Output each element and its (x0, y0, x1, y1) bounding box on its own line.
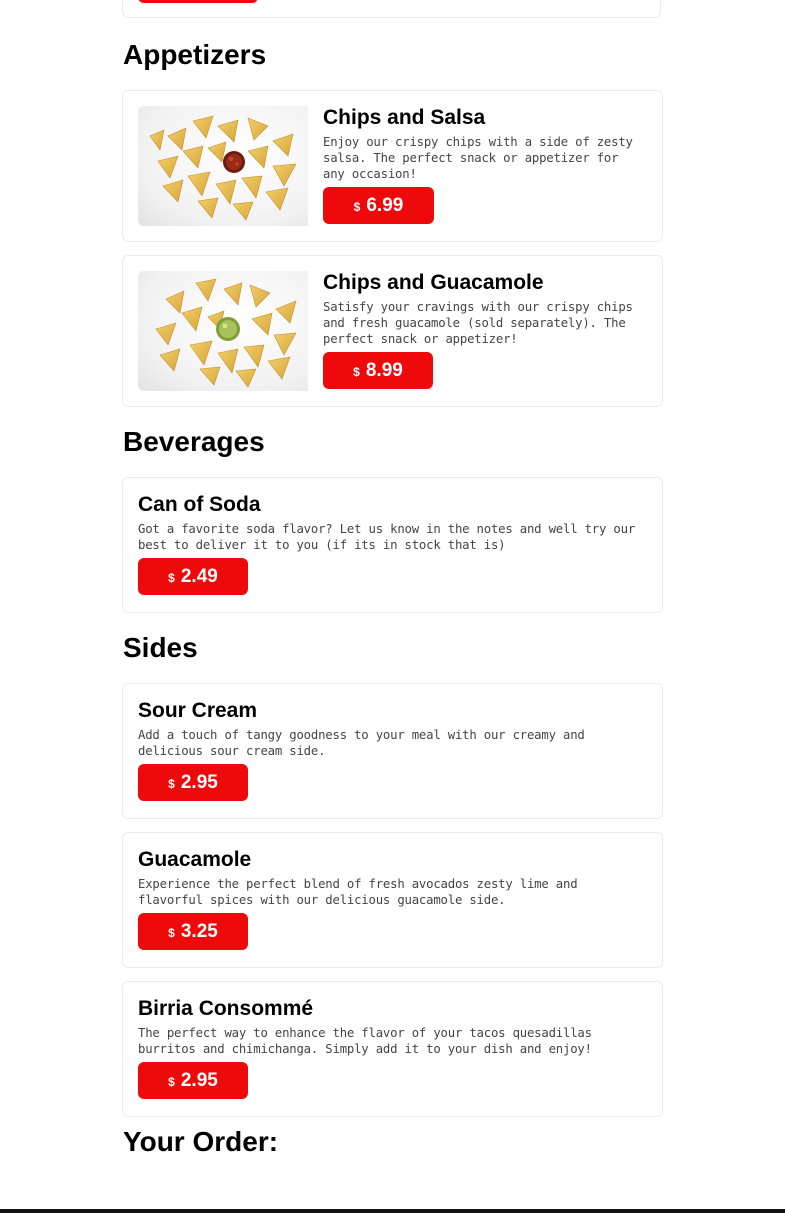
add-to-order-button[interactable] (138, 558, 248, 595)
menu-item-card[interactable] (122, 683, 663, 819)
item-name: Sour Cream (138, 699, 258, 722)
currency-symbol: $ (353, 200, 361, 214)
item-description: Satisfy your cravings with our crispy chips and fresh guacamole (sold separately). The perfect snack or appetizer! (323, 300, 633, 346)
add-to-order-button[interactable] (138, 764, 248, 801)
currency-symbol: $ (168, 926, 175, 940)
item-name: Can of Soda (138, 493, 261, 516)
menu-item-card[interactable] (122, 832, 663, 968)
item-price: 2.95 (180, 771, 218, 793)
item-description: Got a favorite soda flavor? Let us know in the notes and well try our best to deliver it to you (if its in stock that is) (138, 522, 636, 552)
item-price: 3.25 (180, 920, 218, 942)
item-description: Experience the perfect blend of fresh avocados zesty lime and flavorful spices with our delicious guacamole side. (138, 877, 578, 907)
item-name: Guacamole (138, 848, 252, 871)
chips-salsa-image-icon (138, 106, 308, 226)
item-price: 6.99 (366, 194, 404, 216)
item-description: The perfect way to enhance the flavor of your tacos quesadillas burritos and chimichanga. Simply add it to your dish and enjoy! (138, 1026, 592, 1056)
section-title-sides: Sides (123, 632, 198, 663)
item-description: Enjoy our crispy chips with a side of zesty salsa. The perfect snack or appetizer for any occasion! (323, 135, 633, 181)
add-to-order-button-partial[interactable] (138, 0, 258, 3)
chips-salsa-photo (138, 106, 308, 226)
order-title: Your Order: (123, 1126, 279, 1157)
currency-symbol: $ (168, 571, 175, 585)
menu-item-card[interactable] (122, 477, 663, 613)
menu-item-card[interactable] (122, 981, 663, 1117)
menu-item-card[interactable] (122, 255, 663, 407)
currency-symbol: $ (353, 365, 360, 379)
section-title-appetizers: Appetizers (123, 39, 267, 70)
item-price: 2.49 (180, 565, 218, 587)
item-description: Add a touch of tangy goodness to your meal with our creamy and delicious sour cream side. (138, 728, 585, 758)
menu-item-card[interactable] (122, 90, 663, 242)
currency-symbol: $ (168, 1075, 175, 1089)
add-to-order-button[interactable] (323, 187, 434, 224)
currency-symbol: $ (168, 777, 175, 791)
bottom-bar (0, 1209, 785, 1213)
section-title-beverages: Beverages (123, 426, 265, 457)
item-name: Chips and Salsa (323, 106, 486, 129)
item-price: 8.99 (365, 359, 403, 381)
add-to-order-button[interactable] (138, 1062, 248, 1099)
add-to-order-button[interactable] (138, 913, 248, 950)
menu-item-card-partial (122, 0, 661, 18)
item-name: Birria Consommé (138, 997, 314, 1020)
chips-guacamole-photo (138, 271, 308, 391)
item-price: 2.95 (180, 1069, 218, 1091)
chips-guacamole-image-icon (138, 271, 308, 391)
add-to-order-button[interactable] (323, 352, 433, 389)
item-name: Chips and Guacamole (323, 271, 544, 294)
